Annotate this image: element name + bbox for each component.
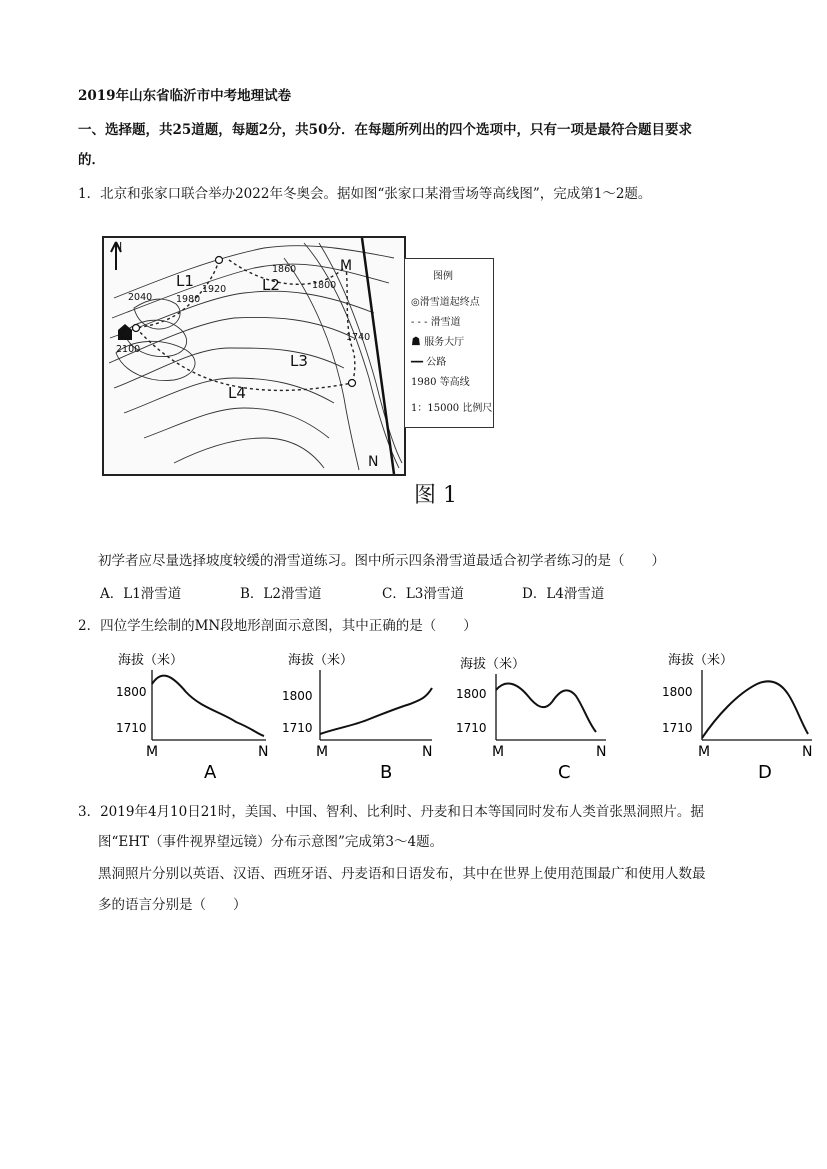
- profile-a-n: N: [258, 744, 269, 760]
- contour-label-2100: 2100: [116, 344, 141, 355]
- profile-a[interactable]: [116, 650, 269, 785]
- profile-a-y-low: 1710: [116, 721, 147, 735]
- q1-option-a[interactable]: A．L1滑雪道: [100, 586, 182, 602]
- contour-map-drawing: [104, 238, 404, 474]
- q1-option-c[interactable]: C．L3滑雪道: [382, 586, 464, 602]
- section-heading-line1: 一、选择题，共25道题，每题2分，共50分．在每题所列出的四个选项中，只有一项是最符合题目要求: [78, 122, 692, 138]
- profile-d[interactable]: [662, 650, 812, 785]
- section-heading-line2: 的．: [78, 152, 105, 168]
- map-label-l3: L3: [290, 352, 308, 370]
- profile-b-curve: [320, 688, 432, 734]
- contour-label-1980: 1980: [176, 294, 201, 305]
- profile-c-curve: [496, 683, 596, 732]
- q1-option-b[interactable]: B．L2滑雪道: [240, 586, 322, 602]
- profile-b-y-high: 1800: [282, 689, 313, 703]
- north-label: N: [114, 240, 123, 253]
- legend-item-service-hall: ☗ 服务大厅: [411, 337, 465, 348]
- map-label-l4: L4: [228, 384, 246, 402]
- profile-c[interactable]: [456, 650, 606, 785]
- map-label-l1: L1: [176, 272, 194, 290]
- contour-label-2040: 2040: [128, 292, 153, 303]
- profile-b-y-low: 1710: [282, 721, 313, 735]
- map-label-l2: L2: [262, 276, 280, 294]
- profile-c-y-high: 1800: [456, 687, 487, 701]
- q1-option-d[interactable]: D．L4滑雪道: [522, 586, 605, 602]
- contour-map: [102, 236, 406, 476]
- profile-b[interactable]: [282, 650, 432, 785]
- profile-a-curve: [152, 676, 264, 736]
- road-line: [362, 238, 394, 474]
- profile-d-y-high: 1800: [662, 685, 693, 699]
- map-point-n: N: [368, 454, 379, 470]
- map-legend: [404, 258, 494, 428]
- figure-caption: 图 1: [414, 483, 457, 508]
- contour-label-1740: 1740: [346, 332, 371, 343]
- question-3-line1: 3．2019年4月10日21时，美国、中国、智利、比利时、丹麦和日本等国同时发布人类首张黑洞照片。据: [78, 804, 704, 820]
- profile-c-name: C: [558, 762, 571, 783]
- question-3-line2: 图“EHT（事件视界望远镜）分布示意图”完成第3～4题。: [98, 834, 444, 850]
- question-1-stem: 1．北京和张家口联合举办2022年冬奥会。据如图“张家口某滑雪场等高线图”，完成第1～2题。: [78, 186, 652, 202]
- profile-b-m: M: [316, 744, 329, 760]
- profile-a-name: A: [204, 762, 217, 783]
- service-hall-icon: [118, 324, 132, 340]
- profile-a-ylabel: 海拔（米）: [118, 653, 184, 668]
- profile-c-y-low: 1710: [456, 721, 487, 735]
- question-2-stem: 2．四位学生绘制的MN段地形剖面示意图，其中正确的是（ ）: [78, 618, 477, 634]
- question-1-sub: 初学者应尽量选择坡度较缓的滑雪道练习。图中所示四条滑雪道最适合初学者练习的是（ ）: [98, 553, 665, 569]
- profile-d-curve: [702, 681, 808, 738]
- profile-d-y-low: 1710: [662, 721, 693, 735]
- profile-b-name: B: [380, 762, 393, 783]
- profile-b-n: N: [422, 744, 433, 760]
- profile-d-m: M: [698, 744, 711, 760]
- ski-endpoint-left: [133, 325, 140, 332]
- ski-endpoint-top: [216, 257, 223, 264]
- profile-c-n: N: [596, 744, 607, 760]
- service-hall-legend-icon: ☗: [411, 337, 425, 348]
- profile-d-n: N: [802, 744, 813, 760]
- legend-item-endpoint: ◎滑雪道起终点: [411, 297, 480, 308]
- profile-d-name: D: [758, 762, 772, 783]
- endpoint-icon: ◎: [411, 297, 420, 308]
- contour-label-1920: 1920: [202, 284, 227, 295]
- contour-label-1860: 1860: [272, 264, 297, 275]
- dashed-line-icon: - - -: [411, 317, 431, 328]
- legend-item-road: ━━ 公路: [411, 357, 447, 368]
- profile-a-y-high: 1800: [116, 685, 147, 699]
- exam-title: 2019年山东省临沂市中考地理试卷: [78, 88, 292, 104]
- contour-label-1800: 1800: [312, 280, 337, 291]
- road-legend-icon: ━━: [411, 357, 427, 368]
- question-3-line3: 黑洞照片分别以英语、汉语、西班牙语、丹麦语和日语发布，其中在世界上使用范围最广和使用人数最: [98, 866, 706, 882]
- legend-item-ski-run: - - - 滑雪道: [411, 317, 461, 328]
- ski-endpoint-bottom-right: [349, 380, 356, 387]
- profile-c-ylabel: 海拔（米）: [460, 657, 526, 672]
- profile-c-m: M: [492, 744, 505, 760]
- profile-d-ylabel: 海拔（米）: [668, 653, 734, 668]
- map-point-m: M: [340, 258, 353, 274]
- question-3-line4: 多的语言分别是（ ）: [98, 897, 247, 913]
- profile-a-m: M: [146, 744, 159, 760]
- profile-b-ylabel: 海拔（米）: [288, 653, 354, 668]
- legend-item-scale: 1：15000 比例尺: [411, 403, 493, 414]
- legend-title: 图例: [433, 271, 453, 282]
- legend-item-contour: 1980 等高线: [411, 377, 470, 388]
